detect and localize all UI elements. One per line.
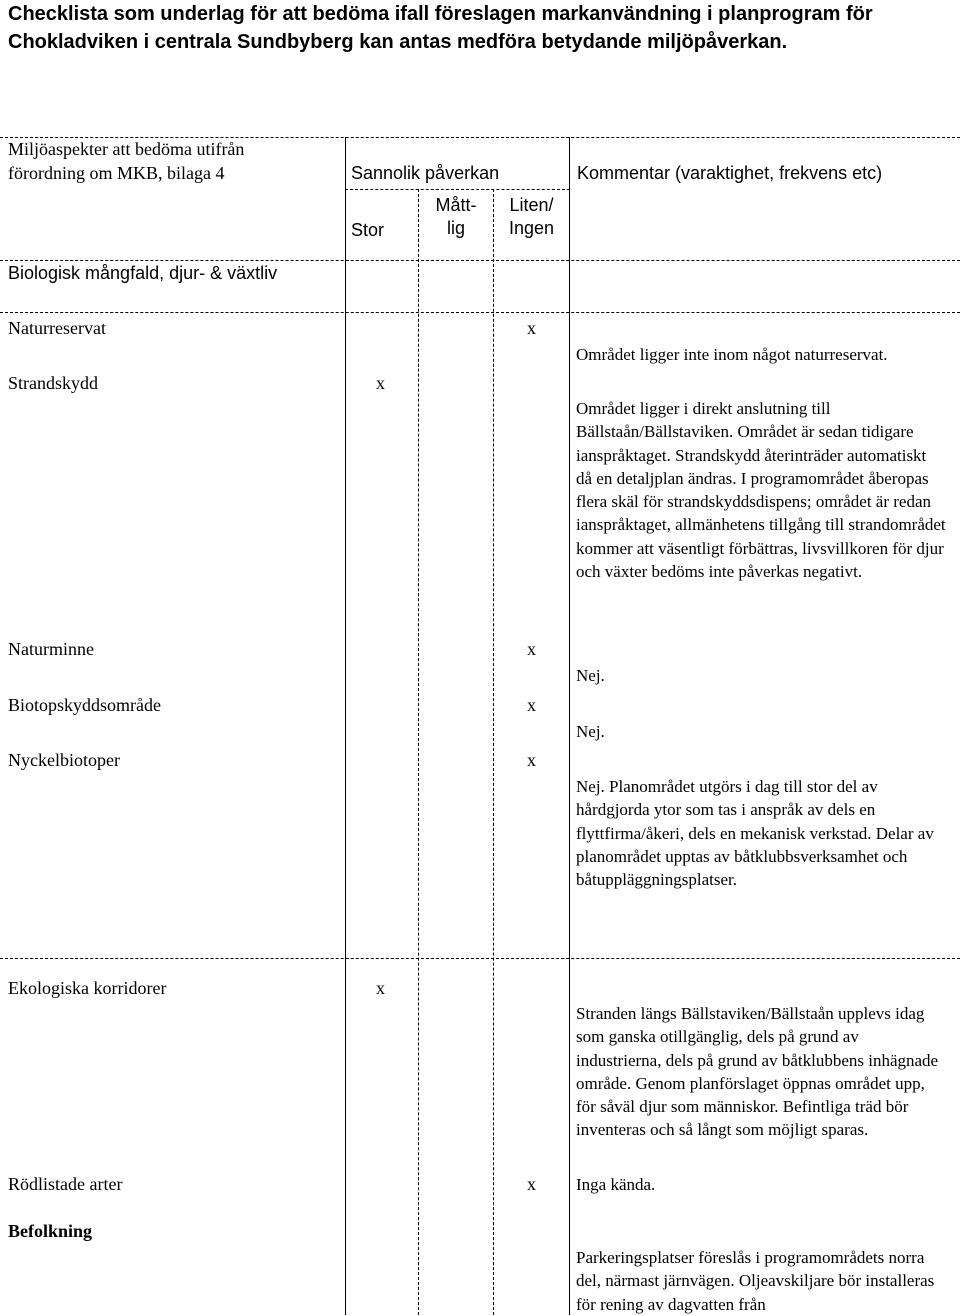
comment-befolkning: Parkeringsplatser föreslås i programområdets norra del, närmast järnvägen. Oljeavskiljare bör installeras för rening av dagvatten från (576, 1248, 935, 1314)
mark-rodlistade: x (527, 1174, 536, 1194)
row-label-ekologiska: Ekologiska korridorer (8, 978, 167, 998)
header-mattlig-1: Mått- (435, 195, 477, 215)
comment-naturreservat: Området ligger inte inom något naturreservat. (576, 345, 888, 364)
section-befolkning: Befolkning (8, 1221, 93, 1241)
header-aspects-line2: förordning om MKB, bilaga 4 (8, 163, 225, 183)
row-label-strandskydd: Strandskydd (8, 373, 98, 393)
header-mattlig-2: lig (446, 218, 465, 238)
comment-biotopskydd: Nej. (576, 722, 605, 741)
impact-subheader-line (345, 189, 570, 190)
comment-naturminne: Nej. (576, 666, 605, 685)
column-divider-4 (569, 137, 570, 1315)
header-liten-1: Liten/ (509, 195, 554, 215)
row-label-biotopskydd: Biotopskyddsområde (8, 695, 161, 715)
header-bottom-border (0, 260, 960, 261)
row-label-nyckelbiotoper: Nyckelbiotoper (8, 750, 120, 770)
document-title: Checklista som underlag för att bedöma ifall föreslagen markanvändning i planprogram för Chokladviken i centrala Sundbyberg kan antas medföra betydande miljöpåverkan. (8, 3, 873, 53)
row-label-naturreservat: Naturreservat (8, 318, 106, 338)
column-divider-2 (418, 189, 419, 1315)
row-label-rodlistade: Rödlistade arter (8, 1174, 123, 1194)
header-liten-2: Ingen (508, 218, 555, 238)
header-aspects-line1: Miljöaspekter att bedöma utifrån (8, 139, 245, 159)
header-impact: Sannolik påverkan (351, 163, 500, 183)
mark-ekologiska: x (376, 978, 385, 998)
mark-strandskydd: x (376, 373, 385, 393)
row-label-naturminne: Naturminne (8, 639, 94, 659)
mark-nyckelbiotoper: x (527, 750, 536, 770)
comment-rodlistade: Inga kända. (576, 1175, 656, 1194)
column-divider-1 (345, 137, 346, 1315)
mark-naturreservat: x (527, 318, 536, 338)
section-divider-1 (0, 312, 960, 313)
comment-ekologiska: Stranden längs Bällstaviken/Bällstaån upplevs idag som ganska otillgänglig, dels på grund av industrierna, dels på grund av båtklubbens inhägnade område. Genom planförslaget öppnas området upp, för såväl djur som människor. Befintliga träd bör inventeras och så långt som möjligt sparas. (576, 1004, 939, 1140)
comment-strandskydd: Området ligger i direkt anslutning till Bällstaån/Bällstaviken. Området är sedan tidigare ianspråktaget. Strandskydd återinträder automatiskt då en detaljplan ändras. I programområdet åberopas flera skäl för strandskyddsdispens; området är redan ianspråktaget, allmänhetens tillgång till strandområdet kommer att väsentligt förbättras, livsvillkoren för djur och växter bedöms inte påverkas negativt. (576, 399, 946, 582)
comment-nyckelbiotoper: Nej. Planområdet utgörs i dag till stor del av hårdgjorda ytor som tas i anspråk av dels en flyttfirma/åkeri, dels en mekanisk verkstad. Delar av planområdet upptas av båtklubbsverksamhet och båtuppläggningsplatser. (576, 777, 934, 890)
section-biologisk: Biologisk mångfald, djur- & växtliv (8, 263, 278, 283)
section-divider-2 (0, 958, 960, 959)
mark-biotopskydd: x (527, 695, 536, 715)
header-stor: Stor (351, 220, 385, 240)
mark-naturminne: x (527, 639, 536, 659)
header-comment: Kommentar (varaktighet, frekvens etc) (577, 163, 883, 183)
